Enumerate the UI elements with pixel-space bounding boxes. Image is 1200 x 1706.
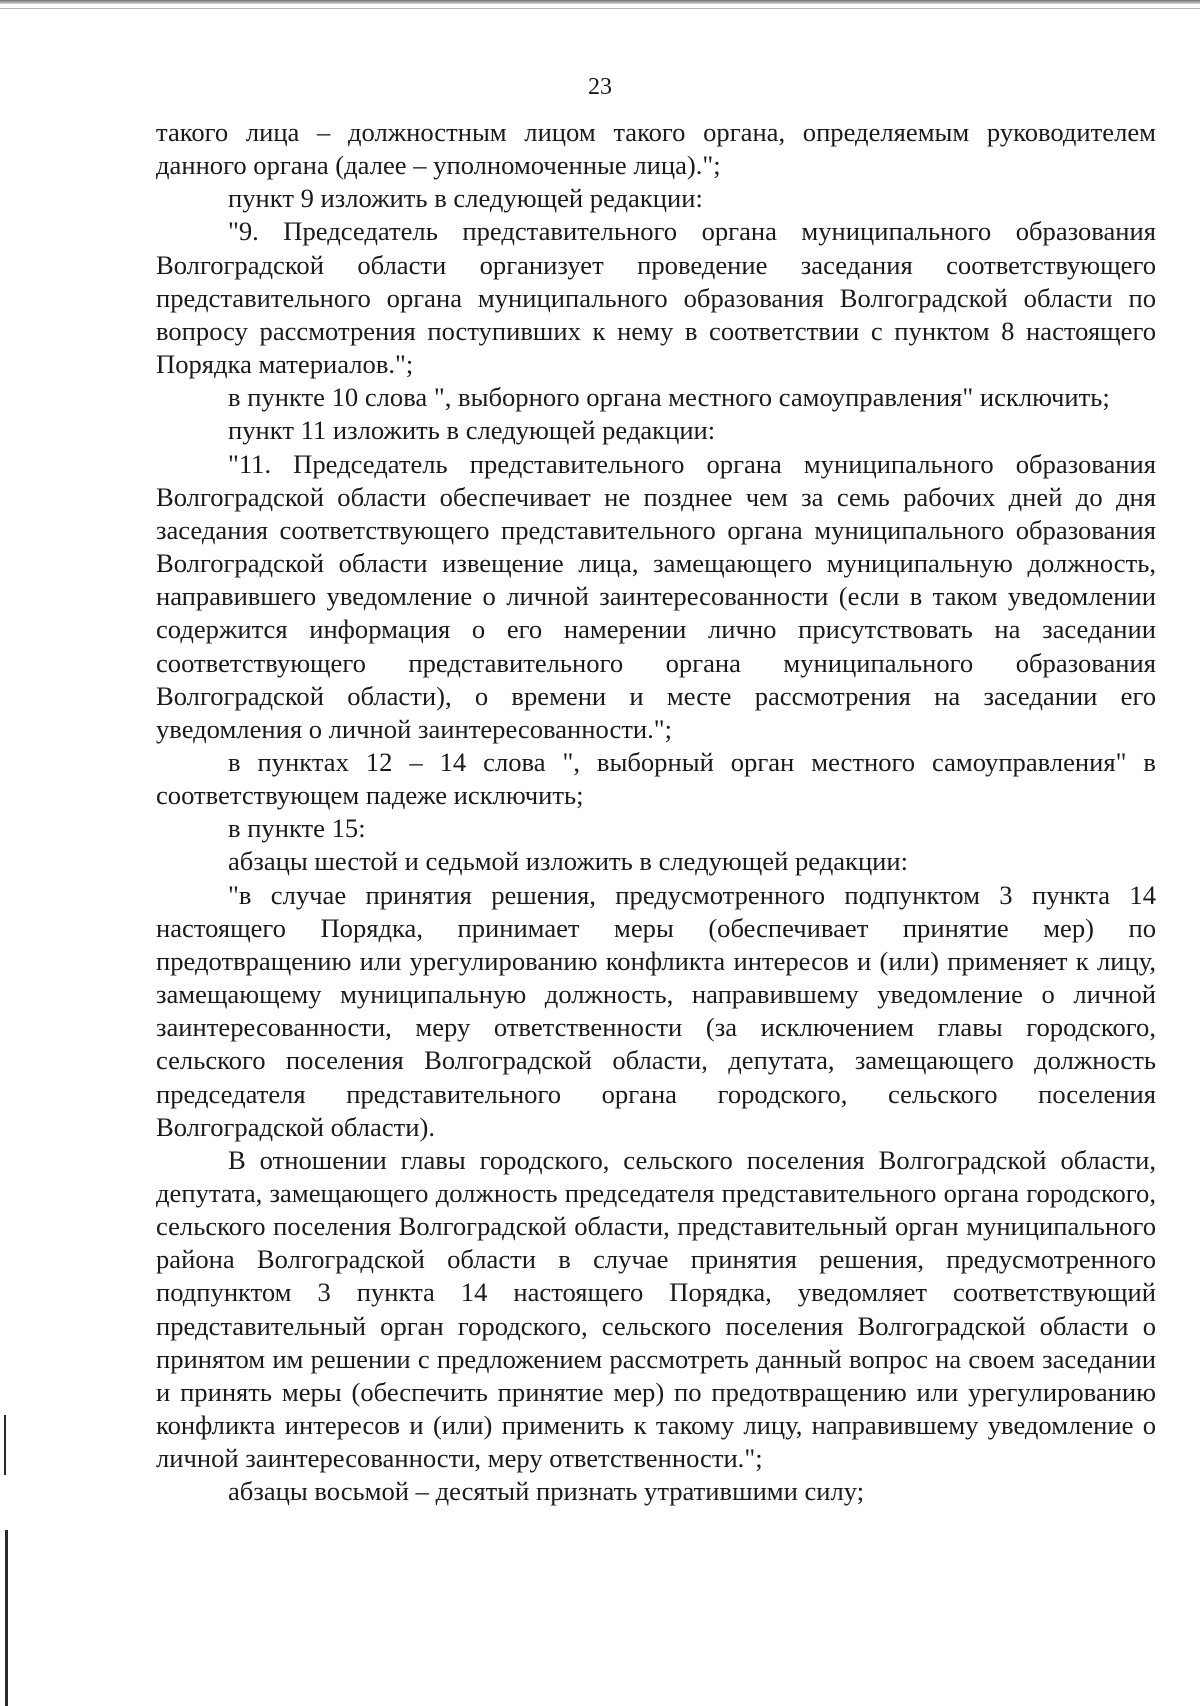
paragraph: В отношении главы городского, сельского поселения Волгоградской области, депутата, замещающего должность председателя представительного органа городского, сельского поселения Волгоградской области, представительный орган муниципального района Волгоградской области в случае принятия решения, предусмотренного подпунктом 3 пункта 14 настоящего Порядка, уведомляет соответствующий представительный орган городского, сельского поселения Волгоградской области о принятом им решении с предложением рассмотреть данный вопрос на своем заседании и принять меры (обеспечить принятие мер) по предотвращению или урегулированию конфликта интересов и (или) применить к такому лицу, направившему уведомление о личной заинтересованности, меру ответственности."; [156, 1144, 1156, 1474]
paragraph: в пункте 10 слова ", выборного органа местного самоуправления" исключить; [228, 382, 1110, 413]
paragraph: в пунктах 12 – 14 слова ", выборный орган местного самоуправления" в соответствующем падеже исключить; [156, 746, 1156, 811]
paragraph: "9. Председатель представительного органа муниципального образования Волгоградской области организует проведение заседания соответствующего представительного органа муниципального образования Волгоградской области по вопросу рассмотрения поступивших к нему в соответствии с пунктом 8 настоящего Порядка материалов."; [156, 216, 1156, 380]
scan-margin-mark [4, 1415, 6, 1475]
paragraph: пункт 11 изложить в следующей редакции: [228, 415, 716, 446]
paragraph: пункт 9 изложить в следующей редакции: [228, 183, 703, 214]
document-body [156, 116, 1156, 1509]
paragraph: "в случае принятия решения, предусмотренного подпунктом 3 пункта 14 настоящего Порядка, принимает меры (обеспечивает принятие мер) по предотвращению или урегулированию конфликта интересов и (или) применяет к лицу, замещающему муниципальную должность, направившему уведомление о личной заинтересованности, меру ответственности (за исключением главы городского, сельского поселения Волгоградской области, депутата, замещающего должность председателя представительного органа городского, сельского поселения Волгоградской области). [156, 879, 1156, 1142]
paragraph: абзацы шестой и седьмой изложить в следующей редакции: [228, 846, 909, 877]
scan-top-line [0, 8, 1200, 9]
scan-top-edge [0, 0, 1200, 4]
paragraph: "11. Председатель представительного органа муниципального образования Волгоградской области обеспечивает не позднее чем за семь рабочих дней до дня заседания соответствующего представительного органа муниципального образования Волгоградской области извещение лица, замещающего муниципальную должность, направившего уведомление о личной заинтересованности (если в таком уведомлении содержится информация о его намерении лично присутствовать на заседании соответствующего представительного органа муниципального образования Волгоградской области), о времени и месте рассмотрения на заседании его уведомления о личной заинтересованности."; [156, 448, 1156, 744]
paragraph: абзацы восьмой – десятый признать утратившими силу; [228, 1476, 865, 1507]
paragraph: в пункте 15: [228, 813, 366, 844]
page-number: 23 [588, 74, 612, 100]
scan-margin-mark [5, 1530, 8, 1706]
paragraph: такого лица – должностным лицом такого органа, определяемым руководителем данного органа (далее – уполномоченные лица)."; [156, 117, 1156, 181]
